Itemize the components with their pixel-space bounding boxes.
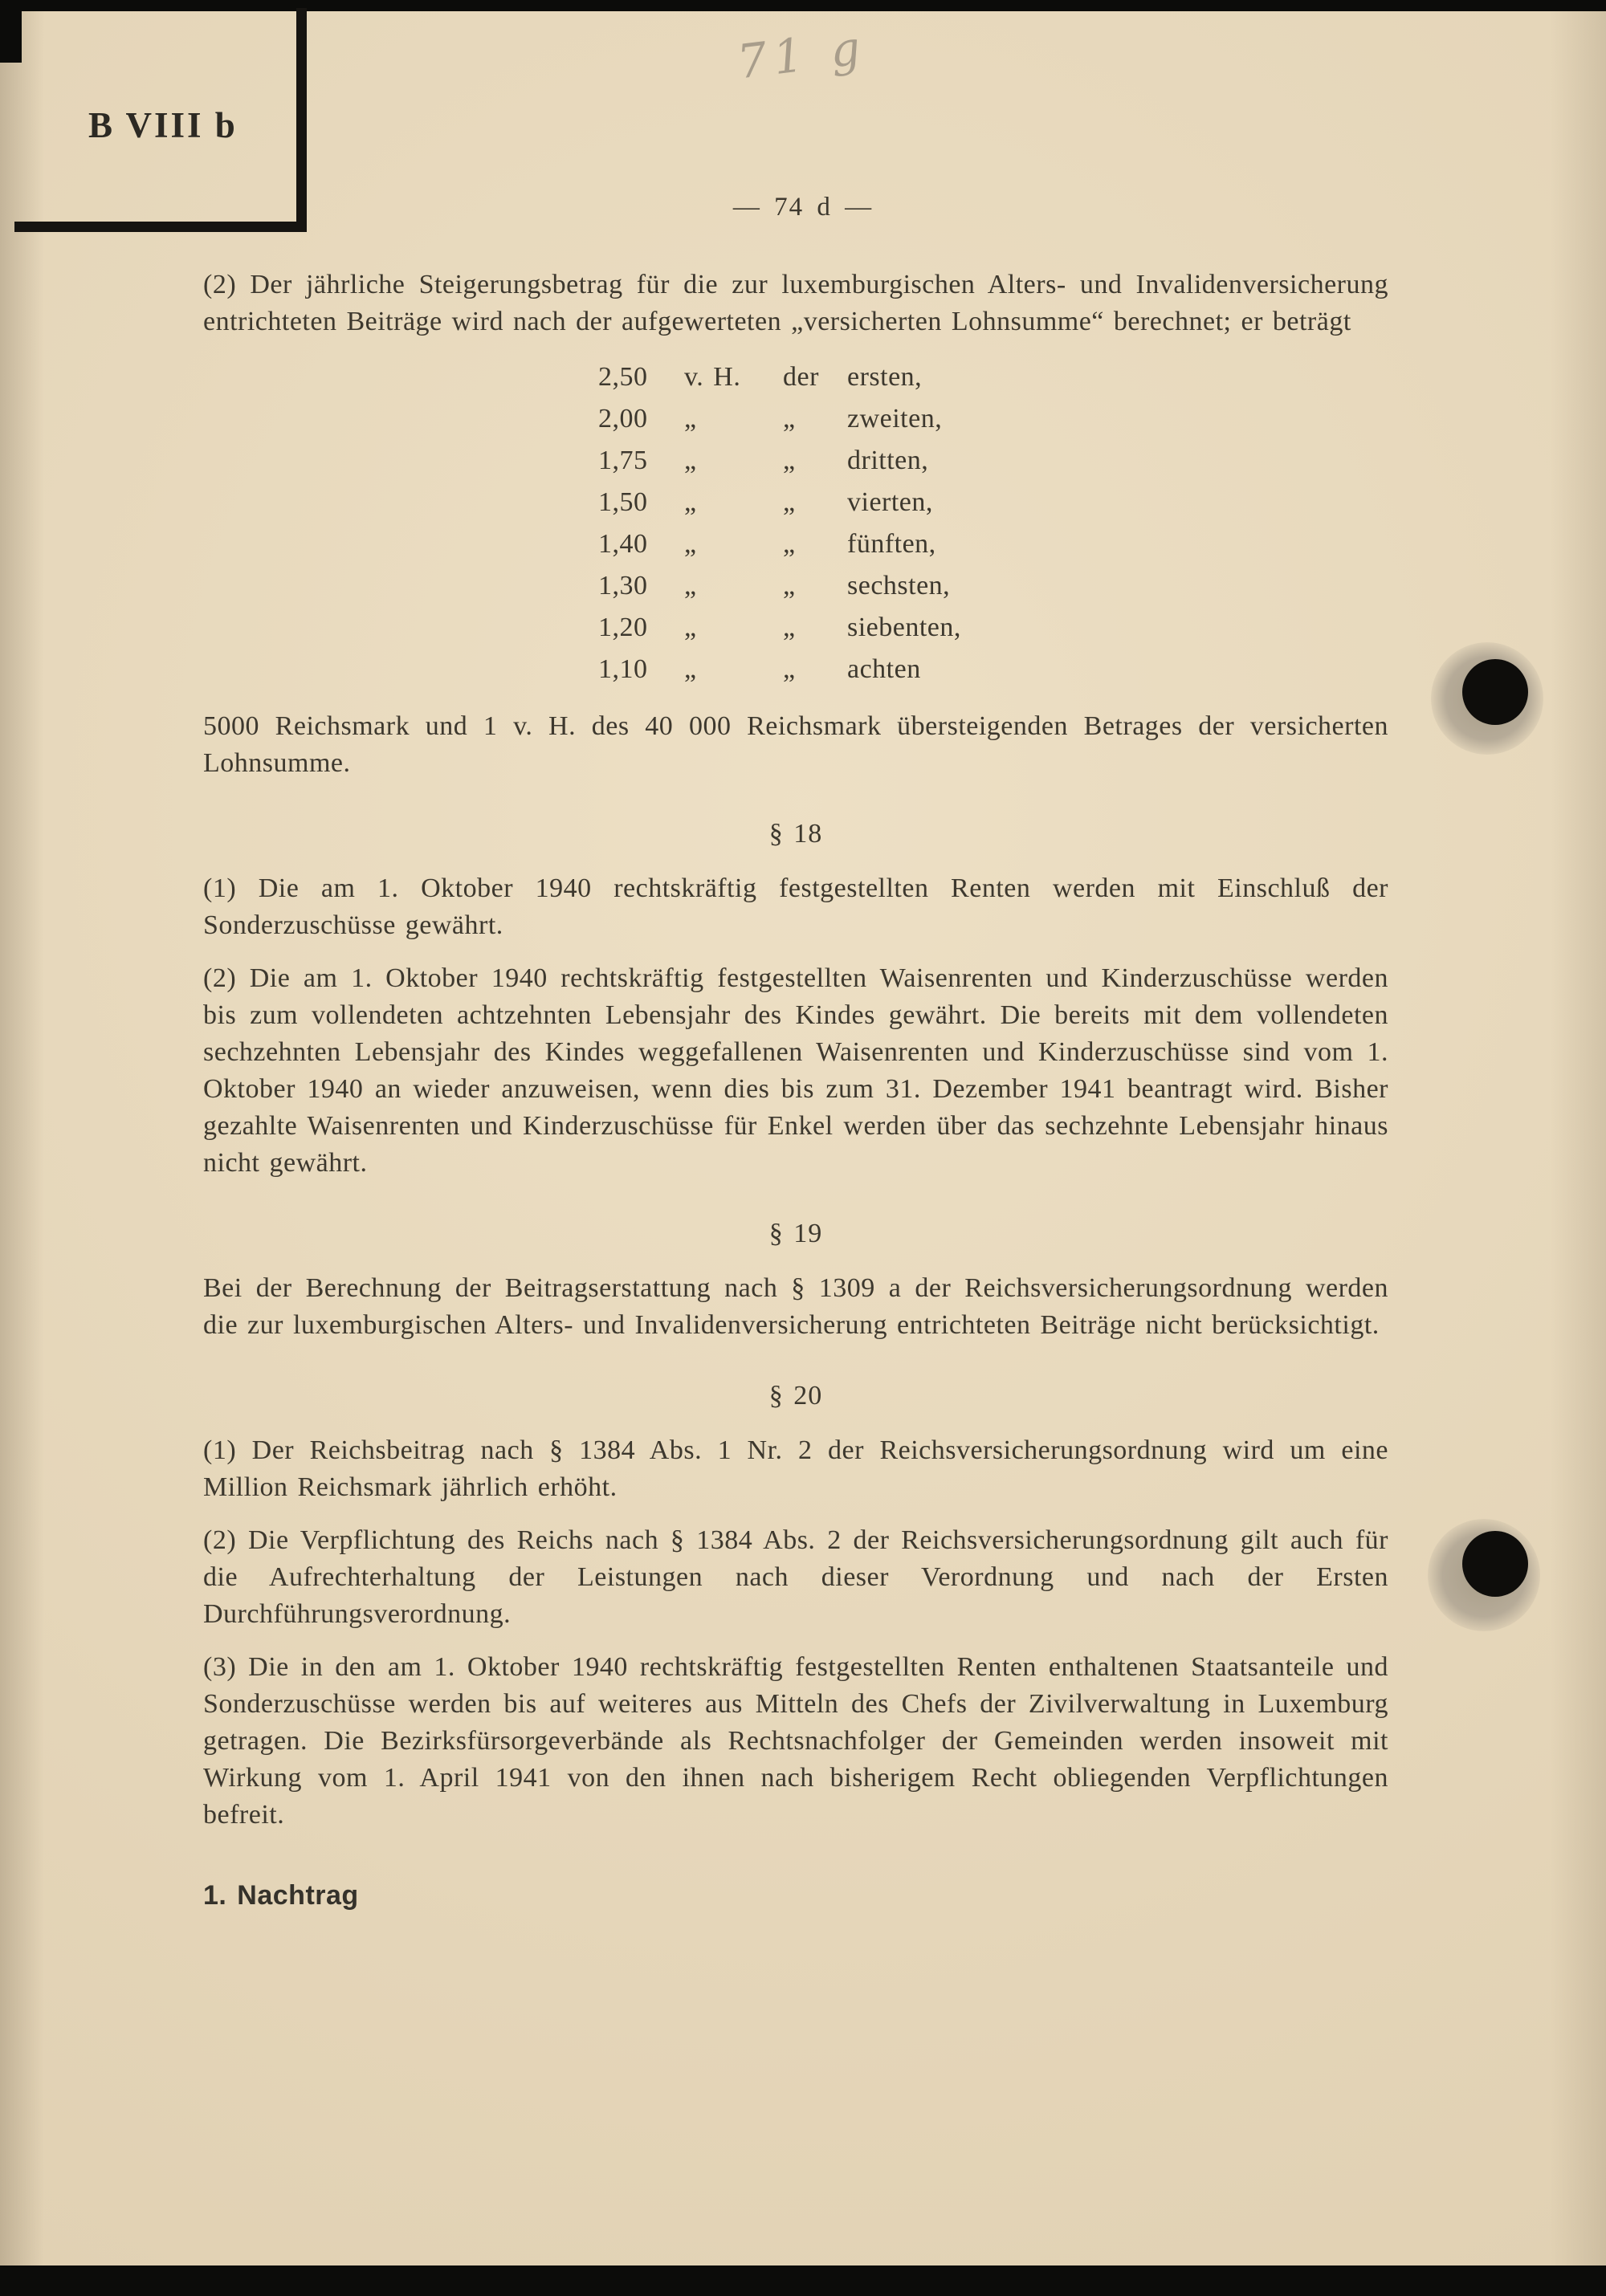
rate-cell-ordinal: ersten, (847, 362, 923, 392)
rate-cell-article: „ (783, 529, 796, 559)
handwritten-mark: 71 g (734, 19, 870, 90)
rate-cell-rate: 1,75 (598, 446, 648, 475)
rate-cell-unit: „ (684, 613, 697, 642)
rate-cell-unit: „ (684, 446, 697, 475)
rate-cell-ordinal: fünften, (847, 529, 936, 559)
rate-cell-ordinal: zweiten, (847, 404, 943, 434)
corner-label: B VIII b (88, 105, 238, 145)
punch-hole-top-inner (1462, 659, 1528, 725)
rate-cell-unit: „ (684, 487, 697, 517)
rate-cell-unit: „ (684, 529, 697, 559)
intro-paragraph: (2) Der jährliche Steigerungsbetrag für die zur luxemburgischen Alters- und Invalidenversicherung entrichteten Beiträge wird nach der aufgewerteten „versicherten Lohnsumme“ berechnet; er beträgt (203, 270, 1388, 336)
rate-cell-article: „ (783, 571, 796, 600)
rate-row (598, 649, 1388, 690)
rate-row (598, 523, 1388, 565)
footer-label: 1. Nachtrag (203, 1880, 359, 1911)
rate-cell-article: „ (783, 446, 796, 475)
rate-cell-unit: v. H. (684, 362, 741, 392)
section-heading-18: § 18 (768, 819, 823, 849)
rate-cell-rate: 1,40 (598, 529, 648, 559)
rate-cell-ordinal: dritten, (847, 446, 929, 475)
rate-cell-article: der (783, 362, 819, 392)
rate-cell-unit: „ (684, 404, 697, 434)
rate-cell-rate: 1,30 (598, 571, 648, 600)
punch-hole-bottom (1428, 1519, 1540, 1631)
rate-cell-unit: „ (684, 571, 697, 600)
rate-cell-article: „ (783, 487, 796, 517)
rate-row (598, 440, 1388, 482)
scan-edge-bottom (0, 2265, 1606, 2296)
rate-cell-rate: 1,10 (598, 654, 648, 684)
rate-cell-ordinal: sechsten, (847, 571, 951, 600)
section-heading-19: § 19 (768, 1219, 823, 1248)
rate-cell-ordinal: achten (847, 654, 921, 684)
scan-corner-artifact (0, 0, 22, 63)
continuation-paragraph: 5000 Reichsmark und 1 v. H. des 40 000 Reichsmark übersteigenden Betrages der versicherten Lohnsumme. (203, 711, 1388, 778)
punch-hole-bottom-inner (1462, 1531, 1528, 1597)
punch-hole-top (1431, 642, 1543, 755)
rate-row (598, 356, 1388, 398)
rate-cell-unit: „ (684, 654, 697, 684)
rate-cell-rate: 1,20 (598, 613, 648, 642)
rate-row (598, 565, 1388, 607)
paragraph: (3) Die in den am 1. Oktober 1940 rechtskräftig festgestellten Renten enthaltenen Staatsanteile und Sonderzuschüsse werden bis auf weiteres aus Mitteln des Chefs der Zivilverwaltung in Luxemburg getragen. Die Bezirksfürsorgeverbände als Rechtsnachfolger der Gemeinden werden insoweit mit Wirkung vom 1. April 1941 von den ihnen nach bisherigem Recht obliegenden Verpflichtungen befreit. (203, 1652, 1388, 1830)
page-number: — 74 d — (732, 193, 874, 222)
paragraph: (1) Der Reichsbeitrag nach § 1384 Abs. 1 Nr. 2 der Reichsversicherungsordnung wird um eine Million Reichsmark jährlich erhöht. (203, 1435, 1388, 1502)
rate-cell-rate: 2,50 (598, 362, 648, 392)
corner-rule-horizontal (14, 222, 307, 232)
rate-cell-ordinal: vierten, (847, 487, 933, 517)
rate-cell-article: „ (783, 654, 796, 684)
paragraph: (1) Die am 1. Oktober 1940 rechtskräftig festgestellten Renten werden mit Einschluß der Sonderzuschüsse gewährt. (203, 873, 1388, 940)
rate-cell-article: „ (783, 613, 796, 642)
rate-row (598, 482, 1388, 523)
rate-row (598, 607, 1388, 649)
rate-table (598, 356, 1388, 690)
paragraph: (2) Die am 1. Oktober 1940 rechtskräftig festgestellten Waisenrenten und Kinderzuschüsse werden bis zum vollendeten achtzehnten Lebensjahr des Kindes gewährt. Die bereits mit dem vollendeten sechzehnten Lebensjahr des Kindes weggefallenen Waisenrenten und Kinderzuschüsse sind vom 1. Oktober 1940 an wieder anzuweisen, wenn dies bis zum 31. Dezember 1941 beantragt wird. Bisher gezahlte Waisenrenten und Kinderzuschüsse für Enkel werden über das sechzehnte Lebensjahr hinaus nicht gewährt. (203, 963, 1388, 1178)
paragraph: (2) Die Verpflichtung des Reichs nach § 1384 Abs. 2 der Reichsversicherungsordnung gilt auch für die Aufrechterhaltung der Leistungen nach dieser Verordnung und nach der Ersten Durchführungsverordnung. (203, 1525, 1388, 1629)
rate-cell-rate: 1,50 (598, 487, 648, 517)
scan-edge-top (0, 0, 1606, 11)
rate-cell-rate: 2,00 (598, 404, 648, 434)
rate-cell-article: „ (783, 404, 796, 434)
rate-row (598, 398, 1388, 440)
document-body (203, 267, 1388, 1914)
section-heading-20: § 20 (768, 1381, 823, 1411)
rate-cell-ordinal: siebenten, (847, 613, 961, 642)
paragraph: Bei der Berechnung der Beitragserstattung nach § 1309 a der Reichsversicherungsordnung werden die zur luxemburgischen Alters- und Invalidenversicherung entrichteten Beiträge nicht berücksichtigt. (203, 1273, 1388, 1340)
